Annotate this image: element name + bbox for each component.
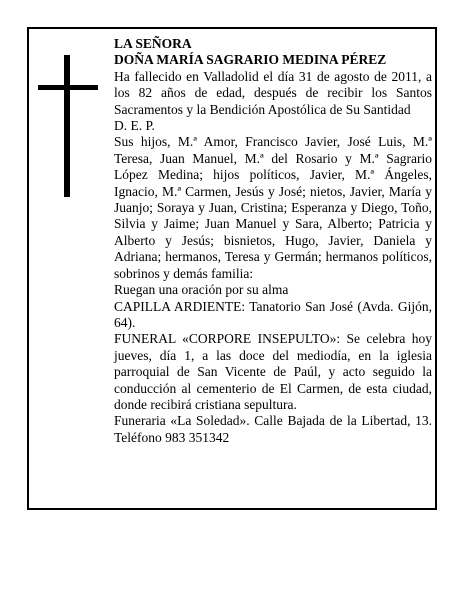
honorific: LA SEÑORA [114, 36, 192, 51]
funeral-info: FUNERAL «CORPORE INSEPULTO»: Se celebra hoy jueves, día 1, a las doce del mediodía, en la iglesia parroquial de San Vicente de Paúl, y acto seguido la conducción al cementerio de El Carmen, de esta ciudad, donde recibirá cristiana sepultura. [114, 331, 432, 412]
prayer-request: Ruegan una oración por su alma [114, 282, 289, 298]
family-list: Sus hijos, M.ª Amor, Francisco Javier, José Luis, M.ª Teresa, Juan Manuel, M.ª del Rosario y M.ª Sagrario López Medina; hijos políticos, Javier, M.ª Ángeles, Ignacio, M.ª Carmen, Jesús y José; nietos, Javier, María y Juanjo; Soraya y Juan, Cristina; Esperanza y Diego, Toño, Silvia y Jaime; Juan Manuel y Sara, Alberto; Patricia y Alberto y Jesús; bisnietos, Hugo, Javier, Daniela y Adriana; hermanos, Teresa y Germán; hermanos políticos, sobrinos y demás familia: [114, 134, 432, 281]
cross-horizontal-bar [38, 85, 98, 90]
cross-icon [38, 55, 98, 197]
rip-line: D. E. P. [114, 118, 155, 134]
deceased-name: DOÑA MARÍA SAGRARIO MEDINA PÉREZ [114, 52, 387, 68]
chapel-info: CAPILLA ARDIENTE: Tanatorio San José (Avda. Gijón, 64). [114, 298, 432, 330]
notice-text-block [114, 36, 432, 446]
death-announcement: Ha fallecido en Valladolid el día 31 de agosto de 2011, a los 82 años de edad, después de recibir los Santos Sacramentos y la Bendición Apostólica de Su Santidad [114, 68, 432, 117]
cross-vertical-bar [64, 55, 70, 197]
funeral-home-info: Funeraria «La Soledad». Calle Bajada de la Libertad, 13. Teléfono 983 351342 [114, 413, 432, 445]
